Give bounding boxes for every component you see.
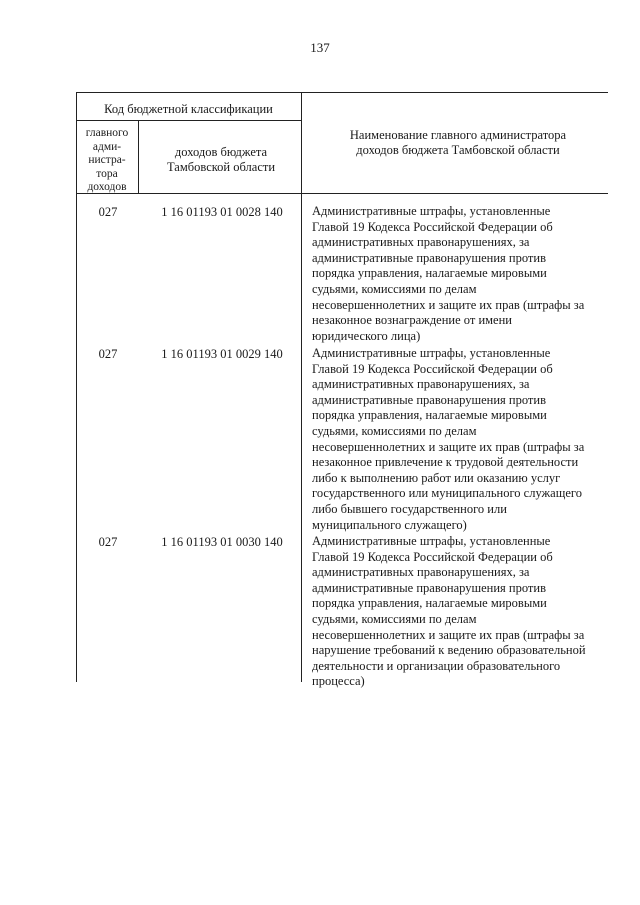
- description-line: судьями, комиссиями по делам: [312, 423, 477, 438]
- description-line: несовершеннолетних и защите их прав (штрафы за: [312, 627, 585, 642]
- description-line: порядка управления, налагаемые мировыми: [312, 408, 547, 423]
- row-admin-code: 027: [98, 347, 118, 361]
- description-line: несовершеннолетних и защите их прав (штрафы за: [312, 439, 585, 454]
- description-line: государственного или муниципального служащего: [312, 486, 582, 501]
- description-line: муниципального служащего): [312, 517, 467, 532]
- description-line: Административные штрафы, установленные: [312, 534, 551, 548]
- header-admin-column: [78, 127, 136, 195]
- row-admin-code: 027: [98, 535, 118, 549]
- description-line: административных правонарушениях, за: [312, 377, 530, 392]
- description-line: незаконное привлечение к трудовой деятельности: [312, 455, 579, 470]
- description-line: Административные штрафы, установленные: [312, 346, 551, 360]
- header-income-line: доходов бюджета: [174, 145, 268, 159]
- row-income-code: 1 16 01193 01 0029 140: [161, 347, 283, 361]
- header-income-column: [142, 145, 300, 175]
- row-income-code: 1 16 01193 01 0028 140: [161, 205, 283, 219]
- header-admin-line: главного: [85, 127, 129, 139]
- description-line: нарушение требований к ведению образовательной: [312, 643, 586, 658]
- description-line: деятельности и организации образовательного: [312, 658, 561, 673]
- description-line: судьями, комиссиями по делам: [312, 611, 477, 626]
- description-line: либо к выполнению работ или оказанию услуг: [312, 470, 561, 485]
- row-description: [312, 204, 608, 344]
- admin-column-divider: [138, 120, 139, 194]
- header-name-line: доходов бюджета Тамбовской области: [356, 143, 560, 157]
- description-line: либо бывшего государственного или: [312, 501, 507, 516]
- row-description: [312, 534, 608, 690]
- description-line: Главой 19 Кодекса Российской Федерации об: [312, 549, 553, 564]
- header-admin-line: доходов: [87, 181, 127, 193]
- header-income-line: Тамбовской области: [166, 160, 276, 174]
- row-admin-code: 027: [98, 205, 118, 219]
- header-code-group: Код бюджетной классификации: [104, 102, 273, 116]
- description-line: Административные штрафы, установленные: [312, 204, 551, 218]
- description-line: административных правонарушениях, за: [312, 565, 530, 580]
- description-line: несовершеннолетних и защите их прав (штрафы за: [312, 297, 585, 312]
- left-border-line: [76, 92, 77, 682]
- description-line: Главой 19 Кодекса Российской Федерации об: [312, 361, 553, 376]
- row-income-code: 1 16 01193 01 0030 140: [161, 535, 283, 549]
- table-top-rule: [76, 92, 608, 93]
- description-line: административные правонарушения против: [312, 392, 546, 407]
- description-line: административных правонарушениях, за: [312, 235, 530, 250]
- header-name-column: [310, 128, 606, 158]
- page-number: 137: [310, 40, 330, 55]
- code-group-rule: [76, 120, 301, 121]
- description-line: порядка управления, налагаемые мировыми: [312, 596, 547, 611]
- header-bottom-rule: [76, 193, 608, 194]
- description-line: административные правонарушения против: [312, 580, 546, 595]
- header-admin-line: тора: [96, 167, 118, 180]
- description-line: административные правонарушения против: [312, 250, 546, 265]
- header-name-line: Наименование главного администратора: [349, 128, 567, 142]
- description-line: незаконное вознаграждение от имени: [312, 313, 512, 328]
- description-line: судьями, комиссиями по делам: [312, 281, 477, 296]
- description-line: юридического лица): [312, 328, 421, 343]
- row-description: [312, 346, 608, 533]
- description-line: порядка управления, налагаемые мировыми: [312, 266, 547, 281]
- description-line: Главой 19 Кодекса Российской Федерации об: [312, 219, 553, 234]
- header-admin-line: адми-: [92, 140, 122, 153]
- income-column-divider: [301, 92, 302, 682]
- description-line: процесса): [312, 674, 365, 689]
- header-admin-line: нистра-: [88, 154, 126, 166]
